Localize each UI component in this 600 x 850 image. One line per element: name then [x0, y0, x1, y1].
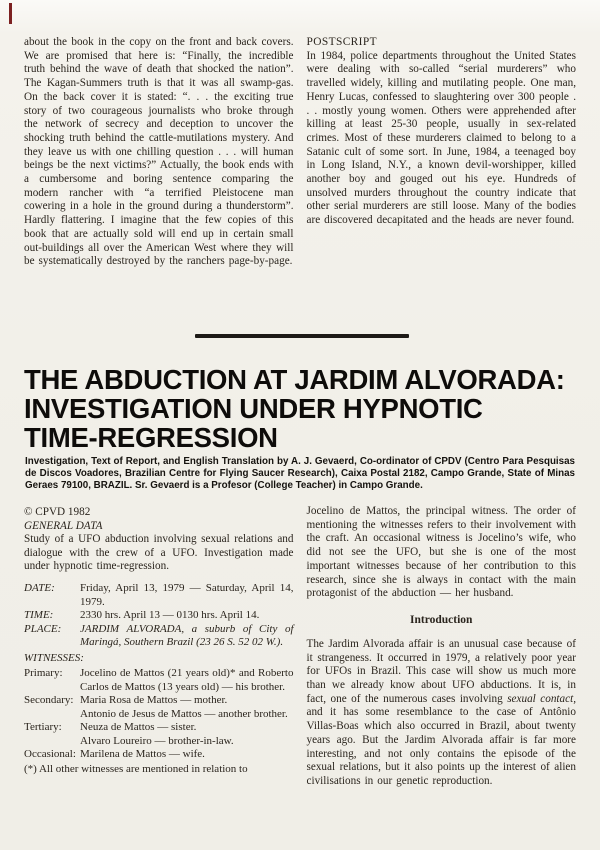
witness-label: [24, 735, 80, 749]
witness-value: Jocelino de Mattos (21 years old)* and Roberto Carlos de Mattos (13 years old) — his brother.: [80, 667, 294, 693]
witness-label: Tertiary:: [24, 721, 62, 734]
witness-value: Marilena de Mattos — wife.: [80, 748, 205, 761]
witness-footnote: (*) All other witnesses are mentioned in relation to: [24, 762, 248, 775]
general-data-heading: GENERAL DATA: [24, 520, 103, 532]
top-left-column: [24, 36, 294, 269]
witness-row: [24, 708, 294, 722]
introduction-column: [307, 505, 577, 789]
witnesses-table: [24, 667, 294, 762]
article-title-line-3: TIME-REGRESSION: [24, 422, 278, 453]
witness-row: [24, 735, 294, 749]
byline: Investigation, Text of Report, and English Translation by A. J. Gevaerd, Co-ordinator of CPDV (Centro Para Pesquisas de Discos Voadores, Brazilian Centre for Flying Saucer Research), Caixa Postal 2182, Campo Grande, State of Minas Geraes 79100, BRAZIL. Sr. Gevaerd is a Profesor (College Teacher) in Campo Grande.: [25, 456, 575, 491]
witness-label: Occasional:: [24, 748, 76, 761]
lower-columns: [24, 505, 576, 789]
witness-label: [24, 708, 80, 722]
postscript-heading: POSTSCRIPT: [306, 36, 377, 48]
witness-value: Alvaro Loureiro — brother-in-law.: [80, 734, 234, 747]
witnesses-heading: WITNESSES:: [24, 651, 84, 664]
witness-value: Neuza de Mattos — sister.: [80, 721, 197, 734]
introduction-text-end: and it has some resemblance to the case of Antônio Villas-Boas which also occurred in Brazil, about twenty years ago. But the Jardim Alvorada affair is far more interesting, and not only contains the episode of the sexual relations, but it also points up the interest of alien civilisations in our genetic reproduction.: [306, 706, 576, 787]
article-title-line-1: THE ABDUCTION AT JARDIM ALVORADA:: [24, 364, 565, 395]
introduction-heading: Introduction: [410, 613, 473, 626]
witness-label: Secondary:: [24, 694, 74, 707]
detail-row-time: [24, 609, 294, 623]
introduction-paragraph: [307, 638, 577, 789]
top-right-column: [307, 36, 577, 269]
top-columns: [24, 36, 576, 269]
introduction-text-start: The Jardim Alvorada affair is an unusual case because of it strangeness. It occurred in 1979, a relatively poor year for UFOs in Brazil. This case will show us much more than we already know about UFO abductions. It is, in fact, one of the numerous cases involving: [306, 637, 576, 705]
general-data-column: [24, 505, 294, 789]
article-title-line-2: INVESTIGATION UNDER HYPNOTIC: [24, 393, 483, 424]
witness-row: [24, 694, 294, 708]
detail-label: TIME:: [24, 609, 54, 622]
witness-value: Maria Rosa de Mattos — mother.: [80, 694, 228, 707]
detail-value: Friday, April 13, 1979 — Saturday, April 14, 1979.: [80, 582, 294, 608]
red-margin-mark: [9, 3, 12, 24]
detail-label: PLACE:: [24, 622, 62, 635]
detail-value: 2330 hrs. April 13 — 0130 hrs. April 14.: [80, 609, 260, 622]
witness-value: Antonio de Jesus de Mattos — another brother.: [80, 707, 288, 720]
article-title: [24, 365, 582, 452]
detail-value: JARDIM ALVORADA, a suburb of City of Maringá, Southern Brazil (23 26 S. 52 02 W.).: [80, 622, 294, 649]
copyright-notice: © CPVD 1982: [24, 506, 91, 518]
detail-row-place: [24, 623, 294, 650]
introduction-italic-phrase: sexual contact,: [507, 692, 576, 705]
detail-label: DATE:: [24, 582, 55, 595]
detail-row-date: [24, 582, 294, 609]
witness-label: Primary:: [24, 667, 63, 680]
witness-row: [24, 667, 294, 694]
section-divider-rule: [195, 334, 409, 338]
continuation-paragraph: Jocelino de Mattos, the principal witness. The order of mentioning the witnesses refers to their involvement with the craft. An occasional witness is Jocelino’s wife, who did not see the UFO, but she is one of the most important witnesses because of her contribution to this research, since she is always in contact with the main protagonist of the abduction — her husband.: [306, 505, 576, 600]
top-left-paragraph: about the book in the copy on the front and back covers. We are promised that here is: “Finally, the incredible truth behind the wave of death that shocked the nation”. The Kagan-Summers truth is that it was all swamp-gas. On the back cover it is stated: “. . . the exciting true story of two courageous journalists who broke through the network of secrecy and deception to uncover the shocking truth behind the cattle-mutilations mystery. And they leave us with one chilling question . . . will human beings be the next victims?” Actually, the book ends with a cumbersome and boring sentence comparing the modern rancher with “a terrified Pleistocene man cowering in a hole in the ground during a thunderstorm”. Hardly flattering. I imagine that the few copies of this book that are actually sold will end up in certain small out-buildings all over the American West where they will be systematically destroyed by the ranchers page-by-page.: [24, 36, 294, 268]
witness-row: [24, 721, 294, 735]
postscript-paragraph: In 1984, police departments throughout the United States were dealing with so-called “serial murderers” who travelled widely, killing and mutilating people. One man, Henry Lucas, confessed to slaughtering over 300 people . . . mostly young women. Others were apprehended after killing at least 25-30 people, usually in sex-related crimes. Most of these murderers claimed to belong to a Satanic cult of some sort. In June, 1984, a teenaged boy in Long Island, N.Y., a known devil-worshipper, killed another boy and gouged out his eye. Hundreds of unsolved murders throughout the country indicate that other serial murderers are still loose. Many of the bodies are discovered decapitated and the heads are never found.: [306, 49, 576, 227]
witness-row: [24, 748, 294, 762]
general-data-summary: Study of a UFO abduction involving sexual relations and dialogue with the crew of a UFO. Investigation made under hypnotic time-regression.: [24, 533, 294, 573]
case-details-table: [24, 582, 294, 650]
